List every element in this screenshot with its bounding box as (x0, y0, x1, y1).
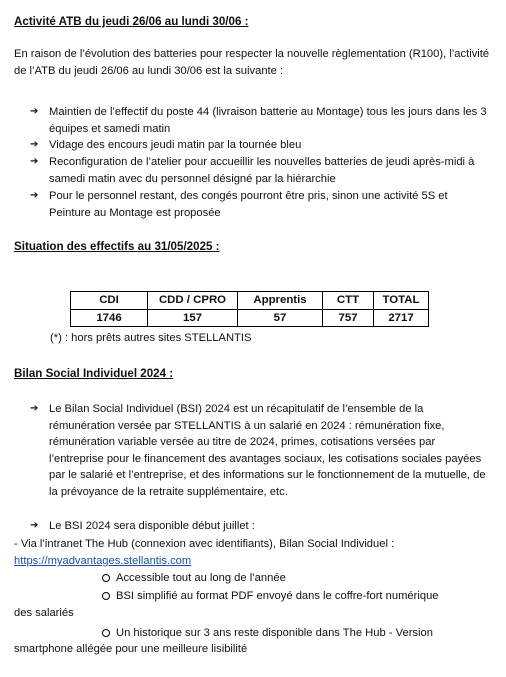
arrow-bullet-icon: ➔ (30, 520, 39, 531)
sub-list-item: Accessible tout au long de l’année (102, 570, 286, 587)
table-cell: 57 (238, 309, 323, 327)
list-item: ➔ Reconfiguration de l’atelier pour accueillir les nouvelles batteries de jeudi après-midi à samedi matin avec du personnel désigné par la hiérarchie (30, 154, 490, 187)
list-item: ➔ Maintien de l’effectif du poste 44 (livraison batterie au Montage) tous les jours dans les 3 équipes et samedi matin (30, 104, 490, 137)
table-header: Apprentis (238, 292, 323, 310)
table-header: CDD / CPRO (148, 292, 238, 310)
sub-list-item: BSI simplifié au format PDF envoyé dans le coffre-fort numérique (102, 588, 439, 605)
arrow-bullet-icon: ➔ (30, 190, 39, 201)
circle-bullet-icon (102, 592, 110, 600)
effectifs-title: Situation des effectifs au 31/05/2025 : (14, 240, 220, 253)
bsi-title: Bilan Social Individuel 2024 : (14, 367, 174, 380)
list-item: ➔ Le BSI 2024 sera disponible début juillet : (30, 518, 490, 535)
sub-list-item-continuation: smartphone allégée pour une meilleure lisibilité (14, 643, 248, 655)
atb-intro: En raison de l’évolution des batteries pour respecter la nouvelle règlementation (R100), l’activité de l’ATB du jeudi 26/06 au lundi 30/06 est la suivante : (14, 48, 490, 77)
arrow-bullet-icon: ➔ (30, 156, 39, 167)
circle-bullet-icon (102, 574, 110, 582)
myadvantages-link[interactable]: https://myadvantages.stellantis.com (14, 555, 192, 567)
table-cell: 757 (323, 309, 374, 327)
table-cell: 157 (148, 309, 238, 327)
sub-list-item: Un historique sur 3 ans reste disponible dans The Hub - Version (102, 625, 433, 642)
list-item: ➔ Vidage des encours jeudi matin par la tournée bleu (30, 137, 490, 154)
arrow-bullet-icon: ➔ (30, 139, 39, 150)
table-header: TOTAL (374, 292, 429, 310)
arrow-bullet-icon: ➔ (30, 403, 39, 414)
table-cell: 1746 (71, 309, 148, 327)
table-row (71, 309, 429, 327)
table-cell: 2717 (374, 309, 429, 327)
effectifs-table (70, 291, 429, 327)
circle-bullet-icon (102, 629, 110, 637)
list-item: ➔ Le Bilan Social Individuel (BSI) 2024 est un récapitulatif de l’ensemble de la rémunération versée par STELLANTIS à un salarié en 2024 : rémunération fixe, rémunération variable versée au titre de 2024, primes, cotisations versées par l’entreprise pour le financement des avantages sociaux, les cotisations sociales payées par le salarié et l’entreprise, et des informations sur le fonctionnement de la mutuelle, de la prévoyance de la retraite supplémentaire, etc. (30, 401, 490, 500)
list-item: ➔ Pour le personnel restant, des congés pourront être pris, sinon une activité 5S et Peinture au Montage est proposée (30, 188, 490, 221)
atb-title: Activité ATB du jeudi 26/06 au lundi 30/06 : (14, 15, 249, 28)
sub-list-item-continuation: des salariés (14, 607, 74, 619)
bsi-via: - Via l’intranet The Hub (connexion avec identifiants), Bilan Social Individuel : (14, 538, 395, 550)
table-header-row (71, 292, 429, 310)
table-header: CTT (323, 292, 374, 310)
effectifs-note: (*) : hors prêts autres sites STELLANTIS (50, 332, 252, 344)
table-header: CDI (71, 292, 148, 310)
arrow-bullet-icon: ➔ (30, 106, 39, 117)
